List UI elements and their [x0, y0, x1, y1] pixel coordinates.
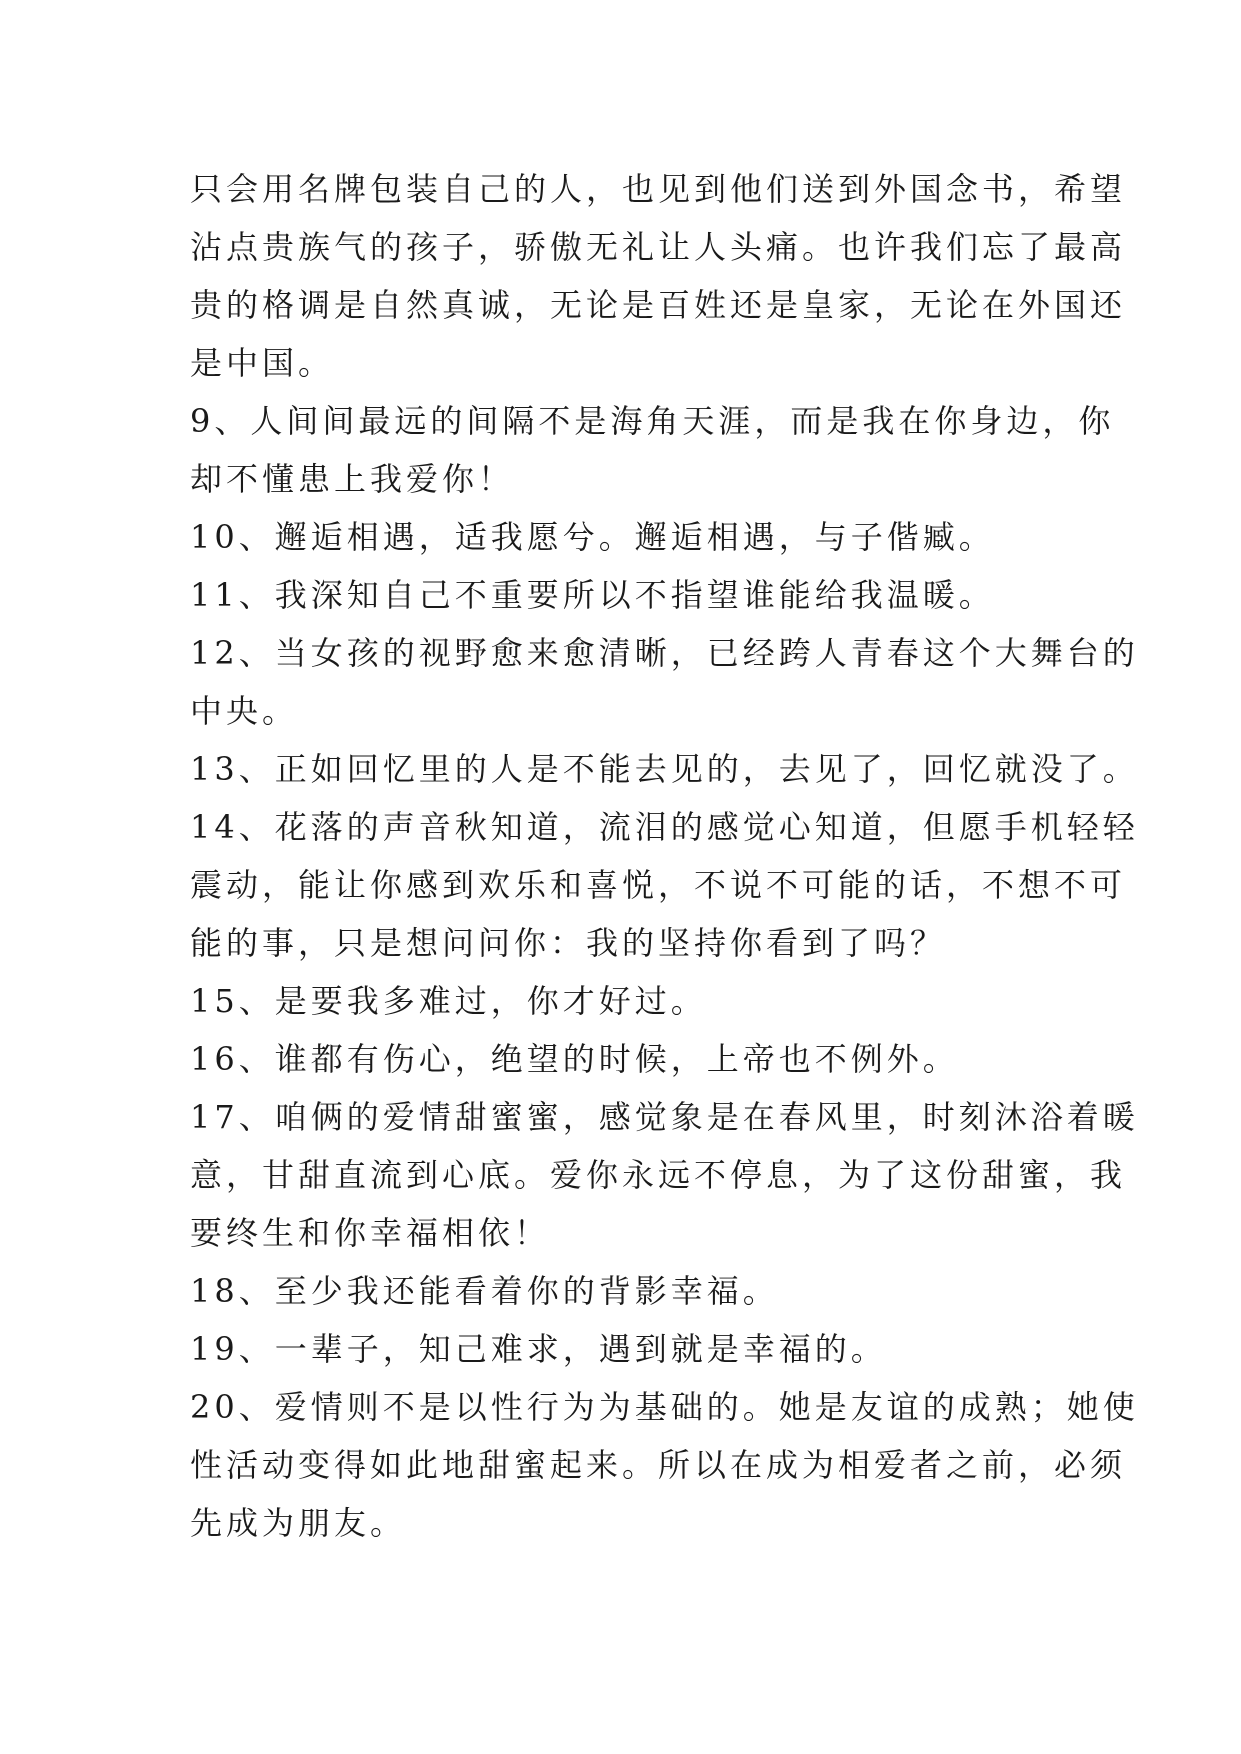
text-line: 19、一辈子，知己难求，遇到就是幸福的。	[190, 1330, 887, 1368]
text-line: 只会用名牌包装自己的人，也见到他们送到外国念书，希望	[190, 170, 1127, 208]
text-line: 意，甘甜直流到心底。爱你永远不停息，为了这份甜蜜，我	[190, 1156, 1127, 1194]
text-line: 14、花落的声音秋知道，流泪的感觉心知道，但愿手机轻轻	[190, 808, 1139, 846]
document-body	[190, 160, 1139, 1552]
text-line: 12、当女孩的视野愈来愈清晰，已经跨人青春这个大舞台的	[190, 634, 1139, 672]
text-line: 贵的格调是自然真诚，无论是百姓还是皇家，无论在外国还	[190, 286, 1127, 324]
text-line: 13、正如回忆里的人是不能去见的，去见了，回忆就没了。	[190, 750, 1139, 788]
text-line: 17、咱俩的爱情甜蜜蜜，感觉象是在春风里，时刻沐浴着暖	[190, 1098, 1139, 1136]
text-line: 是中国。	[190, 344, 335, 382]
text-line: 10、邂逅相遇，适我愿兮。邂逅相遇，与子偕臧。	[190, 518, 995, 556]
text-line: 震动，能让你感到欢乐和喜悦，不说不可能的话，不想不可	[190, 866, 1127, 904]
text-line: 沾点贵族气的孩子，骄傲无礼让人头痛。也许我们忘了最高	[190, 228, 1127, 266]
text-line: 中央。	[190, 692, 299, 730]
text-line: 要终生和你幸福相依！	[190, 1214, 551, 1252]
text-line: 20、爱情则不是以性行为为基础的。她是友谊的成熟；她使	[190, 1388, 1139, 1426]
text-line: 先成为朋友。	[190, 1504, 407, 1542]
text-line: 能的事，只是想问问你：我的坚持你看到了吗？	[190, 924, 947, 962]
text-line: 却不懂患上我爱你！	[190, 460, 515, 498]
text-line: 9、人间间最远的间隔不是海角天涯，而是我在你身边，你	[190, 402, 1115, 440]
text-line: 11、我深知自己不重要所以不指望谁能给我温暖。	[190, 576, 995, 614]
text-line: 16、谁都有伤心，绝望的时候，上帝也不例外。	[190, 1040, 959, 1078]
text-line: 15、是要我多难过，你才好过。	[190, 982, 707, 1020]
text-line: 18、至少我还能看着你的背影幸福。	[190, 1272, 779, 1310]
text-line: 性活动变得如此地甜蜜起来。所以在成为相爱者之前，必须	[190, 1446, 1127, 1484]
